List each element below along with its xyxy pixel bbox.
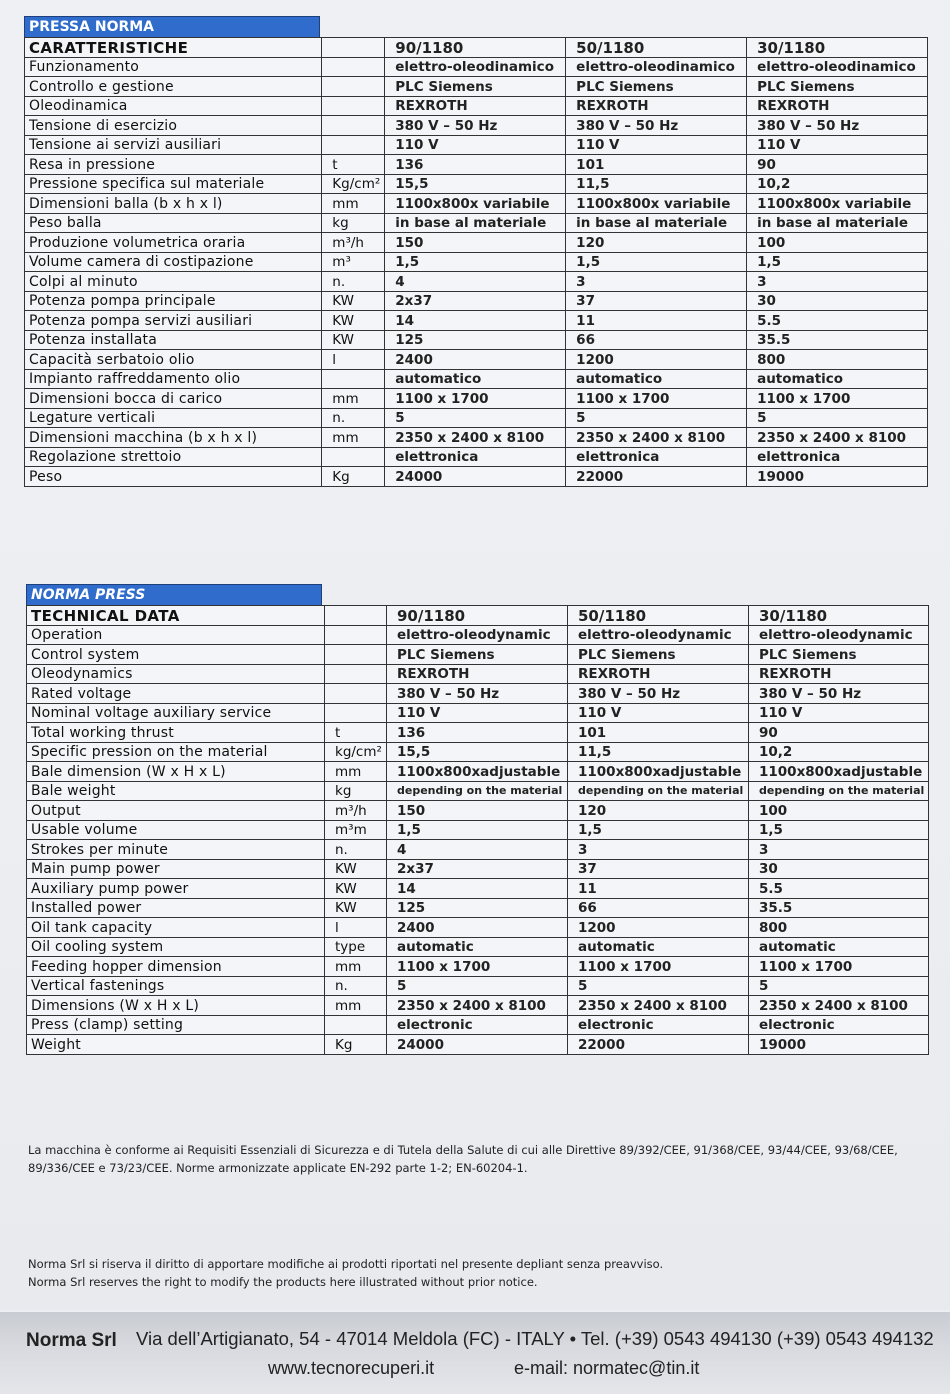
row-label: Installed power [27,898,325,918]
row-value: 10,2 [747,174,928,194]
row-value: 2400 [387,918,568,938]
table-row [25,408,928,428]
row-unit [322,77,385,97]
row-value: 5 [387,976,568,996]
table-row [25,272,928,292]
row-value: automatic [749,937,929,957]
row-value: 1100x800x variabile [566,194,747,214]
row-label: Oleodinamica [25,96,322,116]
row-value: 125 [387,898,568,918]
row-value: 37 [568,859,749,879]
row-unit: KW [322,291,385,311]
header-model-1: 50/1180 [566,38,747,58]
row-value: 11,5 [566,174,747,194]
row-label: Total working thrust [27,723,325,743]
row-value: electronic [568,1015,749,1035]
row-value: PLC Siemens [747,77,928,97]
table-row [27,918,929,938]
english-spec-table [26,605,929,1055]
table-row [27,684,929,704]
row-unit: l [325,918,387,938]
row-unit: n. [322,408,385,428]
row-value: 1100 x 1700 [749,957,929,977]
row-value: 1,5 [747,252,928,272]
table-row [27,703,929,723]
rights-note-english: Norma Srl reserves the right to modify the products here illustrated without prior notice. [28,1275,538,1289]
table-row [27,840,929,860]
row-unit: KW [325,879,387,899]
row-unit [322,116,385,136]
row-value: 2350 x 2400 x 8100 [749,996,929,1016]
row-unit: n. [325,840,387,860]
row-label: Peso balla [25,213,322,233]
table-row [27,898,929,918]
row-value: 110 V [387,703,568,723]
row-label: Pressione specifica sul materiale [25,174,322,194]
table-row [25,369,928,389]
table-row [27,879,929,899]
row-value: 1200 [568,918,749,938]
row-value: 10,2 [749,742,929,762]
row-label: Operation [27,625,325,645]
row-value: PLC Siemens [568,645,749,665]
row-value: in base al materiale [385,213,566,233]
table-row [25,330,928,350]
row-label: Potenza pompa principale [25,291,322,311]
row-value: 3 [749,840,929,860]
row-unit: type [325,937,387,957]
row-unit [322,57,385,77]
row-value: 800 [749,918,929,938]
row-value: 1,5 [387,820,568,840]
row-value: PLC Siemens [387,645,568,665]
row-value: 2350 x 2400 x 8100 [747,428,928,448]
row-value: 11 [566,311,747,331]
row-label: Dimensioni balla (b x h x l) [25,194,322,214]
row-value: 2350 x 2400 x 8100 [387,996,568,1016]
row-value: 35.5 [749,898,929,918]
table-row [25,96,928,116]
row-value: PLC Siemens [566,77,747,97]
row-unit: KW [325,898,387,918]
row-label: Feeding hopper dimension [27,957,325,977]
header-model-0: 90/1180 [387,606,568,626]
row-value: REXROTH [385,96,566,116]
row-unit [325,684,387,704]
row-value: 380 V – 50 Hz [749,684,929,704]
row-unit [322,135,385,155]
row-unit [325,645,387,665]
row-value: elettro-oleodinamico [566,57,747,77]
row-label: Colpi al minuto [25,272,322,292]
table-row [27,1015,929,1035]
table-row [25,467,928,487]
row-label: Dimensions (W x H x L) [27,996,325,1016]
row-label: Peso [25,467,322,487]
row-value: 380 V – 50 Hz [385,116,566,136]
row-label: Bale weight [27,781,325,801]
row-value: in base al materiale [566,213,747,233]
header-model-2: 30/1180 [747,38,928,58]
row-label: Usable volume [27,820,325,840]
row-value: 14 [385,311,566,331]
row-value: 11 [568,879,749,899]
row-value: 110 V [385,135,566,155]
row-value: 100 [747,233,928,253]
row-value: 22000 [566,467,747,487]
row-unit [322,369,385,389]
company-address: Via dell’Artigianato, 54 - 47014 Meldola (FC) - ITALY • Tel. (+39) 0543 494130 (+39) 0543 494132 [136,1328,934,1349]
row-label: Volume camera di costipazione [25,252,322,272]
row-unit: KW [325,859,387,879]
row-label: Specific pression on the material [27,742,325,762]
row-unit [325,1015,387,1035]
row-value: automatico [747,369,928,389]
header-model-2: 30/1180 [749,606,929,626]
row-value: 1100 x 1700 [747,389,928,409]
row-label: Dimensioni macchina (b x h x l) [25,428,322,448]
header-model-1: 50/1180 [568,606,749,626]
table-row [25,213,928,233]
row-value: 150 [385,233,566,253]
row-value: 136 [387,723,568,743]
row-value: REXROTH [568,664,749,684]
row-value: 11,5 [568,742,749,762]
header-unit [322,38,385,58]
conformity-note-line2: 89/336/CEE e 73/23/CEE. Norme armonizzate applicate EN-292 parte 1-2; EN-60204-1. [28,1161,528,1175]
row-label: Output [27,801,325,821]
rights-note-italian: Norma Srl si riserva il diritto di apportare modifiche ai prodotti riportati nel presente depliant senza preavviso. [28,1257,664,1271]
row-label: Auxiliary pump power [27,879,325,899]
row-label: Controllo e gestione [25,77,322,97]
row-label: Dimensioni bocca di carico [25,389,322,409]
header-label: TECHNICAL DATA [27,606,325,626]
row-value: 5 [568,976,749,996]
table-row [27,996,929,1016]
row-value: 125 [385,330,566,350]
row-value: electronic [749,1015,929,1035]
row-label: Resa in pressione [25,155,322,175]
row-label: Nominal voltage auxiliary service [27,703,325,723]
row-value: REXROTH [566,96,747,116]
row-value: 2400 [385,350,566,370]
row-value: 24000 [385,467,566,487]
table-row [25,116,928,136]
row-value: 5 [385,408,566,428]
row-value: 19000 [747,467,928,487]
row-label: Oil tank capacity [27,918,325,938]
table-row [27,1035,929,1055]
row-value: 1100x800xadjustable [387,762,568,782]
row-unit: Kg [322,467,385,487]
table-row [27,742,929,762]
row-value: 120 [566,233,747,253]
table-row [27,645,929,665]
row-value: automatico [385,369,566,389]
rights-note [28,1255,663,1291]
table-row [27,859,929,879]
row-value: 380 V – 50 Hz [566,116,747,136]
row-unit: KW [322,311,385,331]
row-value: 5.5 [749,879,929,899]
row-label: Bale dimension (W x H x L) [27,762,325,782]
row-value: 5.5 [747,311,928,331]
row-label: Capacità serbatoio olio [25,350,322,370]
header-unit [325,606,387,626]
row-value: REXROTH [749,664,929,684]
row-value: depending on the material [568,781,749,801]
row-unit: t [322,155,385,175]
row-label: Press (clamp) setting [27,1015,325,1035]
row-value: 90 [747,155,928,175]
row-label: Rated voltage [27,684,325,704]
row-value: elettro-oleodinamico [385,57,566,77]
row-value: automatic [568,937,749,957]
row-value: depending on the material [749,781,929,801]
row-value: 1,5 [385,252,566,272]
table-row [25,194,928,214]
row-value: elettro-oleodynamic [387,625,568,645]
row-value: 2350 x 2400 x 8100 [568,996,749,1016]
table-row [25,350,928,370]
row-value: 1100x800x variabile [747,194,928,214]
row-unit: m³/h [322,233,385,253]
table-row [27,820,929,840]
row-value: 3 [747,272,928,292]
row-value: 120 [568,801,749,821]
row-value: 19000 [749,1035,929,1055]
table-row [27,801,929,821]
row-unit [322,447,385,467]
table-row [27,937,929,957]
row-value: 101 [568,723,749,743]
header-label: CARATTERISTICHE [25,38,322,58]
row-label: Potenza pompa servizi ausiliari [25,311,322,331]
row-unit [325,625,387,645]
row-value: 30 [749,859,929,879]
row-unit: Kg/cm² [322,174,385,194]
table-row [25,77,928,97]
row-unit [325,664,387,684]
row-value: 1100 x 1700 [387,957,568,977]
row-label: Tensione di esercizio [25,116,322,136]
row-value: 110 V [566,135,747,155]
row-unit: KW [322,330,385,350]
row-unit: mm [322,194,385,214]
row-value: 22000 [568,1035,749,1055]
row-value: in base al materiale [747,213,928,233]
row-value: 5 [749,976,929,996]
row-value: 2350 x 2400 x 8100 [566,428,747,448]
row-label: Strokes per minute [27,840,325,860]
row-value: 3 [566,272,747,292]
row-value: 66 [568,898,749,918]
table-row [27,723,929,743]
row-value: 5 [566,408,747,428]
row-unit [322,96,385,116]
row-value: 30 [747,291,928,311]
row-unit: m³/h [325,801,387,821]
row-unit: mm [322,428,385,448]
row-value: 2x37 [387,859,568,879]
table-row [27,762,929,782]
row-value: 1100x800x variabile [385,194,566,214]
header-model-0: 90/1180 [385,38,566,58]
table-row [25,155,928,175]
row-value: 5 [747,408,928,428]
row-value: elettro-oleodynamic [568,625,749,645]
row-unit: t [325,723,387,743]
table-row [25,447,928,467]
row-label: Funzionamento [25,57,322,77]
row-value: 1100 x 1700 [566,389,747,409]
row-value: 1,5 [566,252,747,272]
row-value: REXROTH [747,96,928,116]
row-value: elettro-oleodynamic [749,625,929,645]
italian-table-title: PRESSA NORMA [24,16,320,37]
table-row [27,664,929,684]
row-label: Vertical fastenings [27,976,325,996]
row-unit: mm [325,762,387,782]
table-row [25,233,928,253]
row-value: 37 [566,291,747,311]
row-value: 110 V [747,135,928,155]
table-row [25,428,928,448]
row-value: 1200 [566,350,747,370]
row-value: 150 [387,801,568,821]
row-value: 1,5 [749,820,929,840]
row-unit: kg [325,781,387,801]
row-value: elettronica [385,447,566,467]
table-row [25,57,928,77]
row-value: 14 [387,879,568,899]
row-value: 101 [566,155,747,175]
row-unit: mm [322,389,385,409]
table-row [25,135,928,155]
email-link[interactable]: e-mail: normatec@tin.it [514,1358,700,1378]
row-unit: kg/cm² [325,742,387,762]
row-value: 2350 x 2400 x 8100 [385,428,566,448]
row-value: PLC Siemens [749,645,929,665]
row-value: 1100x800xadjustable [749,762,929,782]
row-value: 110 V [749,703,929,723]
table-row [25,252,928,272]
row-value: 800 [747,350,928,370]
row-label: Legature verticali [25,408,322,428]
row-value: 24000 [387,1035,568,1055]
row-value: 100 [749,801,929,821]
row-value: 4 [387,840,568,860]
row-label: Control system [27,645,325,665]
row-unit: kg [322,213,385,233]
website-link[interactable]: www.tecnorecuperi.it [268,1358,435,1378]
row-value: 1100 x 1700 [385,389,566,409]
table-row [25,311,928,331]
table-header-row [27,606,929,626]
company-footer [0,1312,950,1394]
english-table-title: NORMA PRESS [26,584,322,605]
row-value: 380 V – 50 Hz [568,684,749,704]
row-value: 4 [385,272,566,292]
row-unit: n. [325,976,387,996]
row-value: automatic [387,937,568,957]
row-value: 380 V – 50 Hz [387,684,568,704]
row-value: PLC Siemens [385,77,566,97]
row-label: Produzione volumetrica oraria [25,233,322,253]
row-label: Impianto raffreddamento olio [25,369,322,389]
row-value: automatico [566,369,747,389]
row-label: Weight [27,1035,325,1055]
row-value: 35.5 [747,330,928,350]
table-row [25,291,928,311]
row-value: depending on the material [387,781,568,801]
row-unit: m³m [325,820,387,840]
row-value: 1,5 [568,820,749,840]
row-unit: Kg [325,1035,387,1055]
table-row [27,781,929,801]
row-unit: mm [325,996,387,1016]
row-unit: l [322,350,385,370]
row-value: 66 [566,330,747,350]
row-value: REXROTH [387,664,568,684]
row-label: Main pump power [27,859,325,879]
row-label: Oleodynamics [27,664,325,684]
row-label: Regolazione strettoio [25,447,322,467]
row-label: Oil cooling system [27,937,325,957]
row-value: 380 V – 50 Hz [747,116,928,136]
row-value: 90 [749,723,929,743]
table-row [27,625,929,645]
table-row [27,957,929,977]
row-value: elettro-oleodinamico [747,57,928,77]
row-unit [325,703,387,723]
table-row [27,976,929,996]
conformity-note-line1: La macchina è conforme ai Requisiti Essenziali di Sicurezza e di Tutela della Salute di cui alle Direttive 89/392/CEE, 91/368/CEE, 93/44/CEE, 93/68/CEE, [28,1143,898,1157]
row-value: elettronica [566,447,747,467]
row-value: 1100x800xadjustable [568,762,749,782]
row-label: Potenza installata [25,330,322,350]
table-row [25,174,928,194]
row-unit: m³ [322,252,385,272]
row-unit: mm [325,957,387,977]
row-value: 110 V [568,703,749,723]
conformity-note [28,1141,898,1177]
row-label: Tensione ai servizi ausiliari [25,135,322,155]
table-header-row [25,38,928,58]
row-value: 2x37 [385,291,566,311]
row-unit: n. [322,272,385,292]
row-value: 136 [385,155,566,175]
row-value: 15,5 [387,742,568,762]
row-value: 1100 x 1700 [568,957,749,977]
row-value: elettronica [747,447,928,467]
row-value: 3 [568,840,749,860]
italian-spec-table [24,37,928,487]
row-value: electronic [387,1015,568,1035]
table-row [25,389,928,409]
row-value: 15,5 [385,174,566,194]
company-name: Norma Srl [26,1330,117,1351]
